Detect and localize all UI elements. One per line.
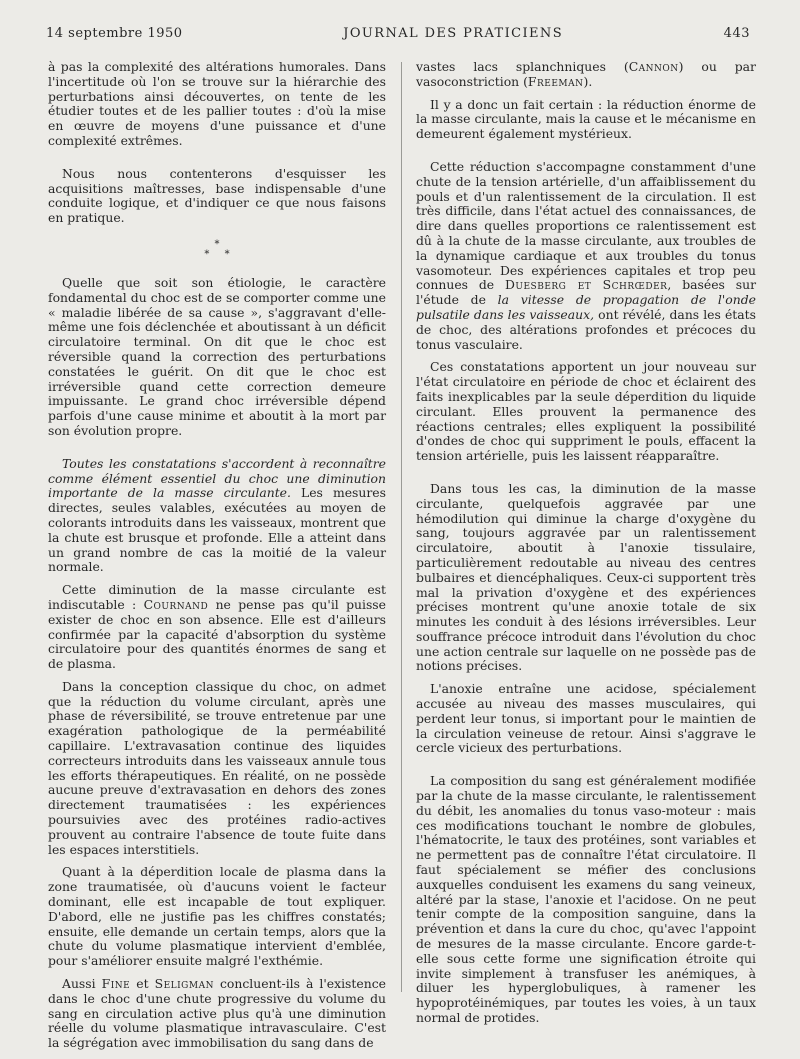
paragraph: à pas la complexité des altérations humorales. Dans l'incertitude où l'on se trouve sur la hiérarchie des perturbations ainsi découvertes, on tente de les étudier toutes et de les pallier toutes : d'où la mise en œuvre de moyens d'une puissance et d'une complexité extrêmes.	[48, 59, 386, 148]
italic-emphasis: Toutes les constatations s'accordent à reconnaître comme élément essentiel du choc une diminution importante de la masse circulante.	[48, 455, 386, 501]
paragraph: Quant à la déperdition locale de plasma dans la zone traumatisée, où d'aucuns voient le facteur dominant, elle est incapable de tout expliquer. D'abord, elle ne justifie pas les chiffres constatés; ensuite, elle demande un certain temps, alors que la chute du volume plasmatique intervient d'emblée, pour s'améliorer ensuite malgré l'exthémie.	[48, 864, 386, 969]
paragraph: Ces constatations apportent un jour nouveau sur l'état circulatoire en période de choc et éclairent des faits inexplicables par la seule déperdition du liquide circulant. Elles prouvent la permanence des réactions centrales; elles expliquent la possibilité d'ondes de choc qui suppriment le pouls, effacent la tension artérielle, puis les laissent réapparaître.	[416, 359, 756, 464]
paragraph: vastes lacs splanchniques (Cannon) ou par vasoconstriction (Freeman).	[416, 59, 756, 89]
header-date: 14 septembre 1950	[46, 25, 183, 41]
asterism-star: *	[224, 248, 230, 260]
author-name: Cournand	[143, 596, 209, 612]
paragraph: Dans la conception classique du choc, on admet que la réduction du volume circulant, après une phase de réversibilité, se trouve entretenue par une exagération pathologique de la perméabilité capillaire. L'extravasation continue des liquides correcteurs introduits dans les vaisseaux annule tous les efforts thérapeutiques. En réalité, on ne possède aucune preuve d'extravasation en dehors des zones directement traumatisées : les expériences poursuivies avec des protéines radio-actives prouvent au contraire l'absence de toute fuite dans les espaces interstitiels.	[48, 678, 386, 857]
paragraph: Dans tous les cas, la diminution de la masse circulante, quelquefois aggravée par une hémodilution qui diminue la charge d'oxygène du sang, toujours aggravée par un ralentissement circulatoire, aboutit à l'anoxie tissulaire, particulièrement redoutable au niveau des centres bulbaires et diencéphaliques. Ceux-ci supportent très mal la privation d'oxygène et des expériences précises montrent qu'une anoxie totale de six minutes les conduit à des lésions irréversibles. Leur souffrance précoce introduit dans l'évolution du choc une action centrale sur laquelle on ne possède pas de notions précises.	[416, 480, 756, 674]
asterism-star: *	[204, 248, 210, 260]
author-name: Cannon	[628, 59, 679, 74]
author-name: Duesberg et Schrœder	[504, 277, 668, 293]
section-asterism	[48, 240, 386, 260]
left-column	[48, 60, 386, 1059]
right-column	[416, 60, 756, 1034]
paragraph: Cette diminution de la masse circulante est indiscutable : Cournand ne pense pas qu'il puisse exister de choc en son absence. Elle est d'ailleurs confirmée par la capacité d'absorption du système circulatoire pour des quantités énormes de sang et de plasma.	[48, 582, 387, 672]
column-divider	[401, 62, 402, 992]
header-journal-title: JOURNAL DES PRATICIENS	[343, 25, 563, 41]
author-name: Fine	[101, 976, 131, 992]
paragraph: La composition du sang est généralement modifiée par la chute de la masse circulante, le ralentissement du débit, les anomalies du tonus vaso-moteur : mais ces modifications touchant le nombre de globules, l'hématocrite, le taux des protéines, sont variables et ne permettent pas de connaître l'état circulatoire. Il faut spécialement se méfier des conclusions auxquelles conduisent les examens du sang veineux, altéré par la stase, l'anoxie et l'acidose. On ne peut tenir compte de la composition sanguine, dans la prévention et dans la cure du choc, qu'avec l'appoint de mesures de la masse circulante. Encore garde-t-elle sous cette forme une signification étroite qui invite simplement à transfuser les anémiques, à diluer les hyperglobuliques, à ramener les hypoprotéinémiques, par toutes les voies, à un taux normal de protides.	[416, 773, 756, 1026]
asterism-star: *	[214, 238, 220, 250]
running-header	[46, 22, 750, 44]
header-page-number: 443	[723, 25, 750, 41]
author-name: Freeman	[527, 73, 584, 89]
paragraph: Toutes les constatations s'accordent à reconnaître comme élément essentiel du choc une diminution importante de la masse circulante. Les mesures directes, seules valables, exécutées au moyen de colorants introduits dans les vaisseaux, montrent que la chute est brusque et profonde. Elle a atteint dans un grand nombre de cas la moitié de la valeur normale.	[48, 455, 386, 575]
paragraph: Quelle que soit son étiologie, le caractère fondamental du choc est de se comporter comme une « maladie libérée de sa cause », s'aggravant d'elle-même une fois déclenchée et aboutissant à un déficit circulatoire terminal. On dit que le choc est réversible quand la correction des perturbations constatées le guérit. On dit que le choc est irréversible quand cette correction demeure impuissante. Le grand choc irréversible dépend parfois d'une cause minime et aboutit à la mort par son évolution propre.	[48, 274, 386, 438]
italic-emphasis: la vitesse de propagation de l'onde pulsatile dans les vaisseaux,	[416, 292, 756, 322]
paragraph: L'anoxie entraîne une acidose, spécialement accusée au niveau des masses musculaires, qui perdent leur tonus, si important pour le maintien de la circulation veineuse de retour. Ainsi s'aggrave le cercle vicieux des perturbations.	[416, 681, 756, 756]
paragraph: Il y a donc un fait certain : la réduction énorme de la masse circulante, mais la cause et le mécanisme en demeurent également mystérieux.	[416, 96, 756, 142]
author-name: Seligman	[154, 976, 214, 992]
paragraph: Aussi Fine et Seligman concluent-ils à l'existence dans le choc d'une chute progressive du volume du sang en circulation active plus qu'à une diminution réelle du volume plasmatique intravasculaire. C'est la ségrégation avec immobilisation du sang dans de	[48, 976, 386, 1051]
paragraph: Nous nous contenterons d'esquisser les acquisitions maîtresses, base indispensable d'une conduite logique, et d'indiquer ce que nous faisons en pratique.	[48, 165, 386, 226]
paragraph: Cette réduction s'accompagne constamment d'une chute de la tension artérielle, d'un affaiblissement du pouls et d'un ralentissement de la circulation. Il est très difficile, dans l'état actuel des connaissances, de dire dans quelles proportions ce ralentissement est dû à la chute de la masse circulante, aux troubles de la dynamique cardiaque et aux troubles du tonus vasomoteur. Des expériences capitales et trop peu connues de Duesberg et Schrœder, basées sur l'étude de la vitesse de propagation de l'onde pulsatile dans les vaisseaux, ont révélé, dans les états de choc, des altérations profondes et précoces du tonus vasculaire.	[416, 158, 756, 352]
